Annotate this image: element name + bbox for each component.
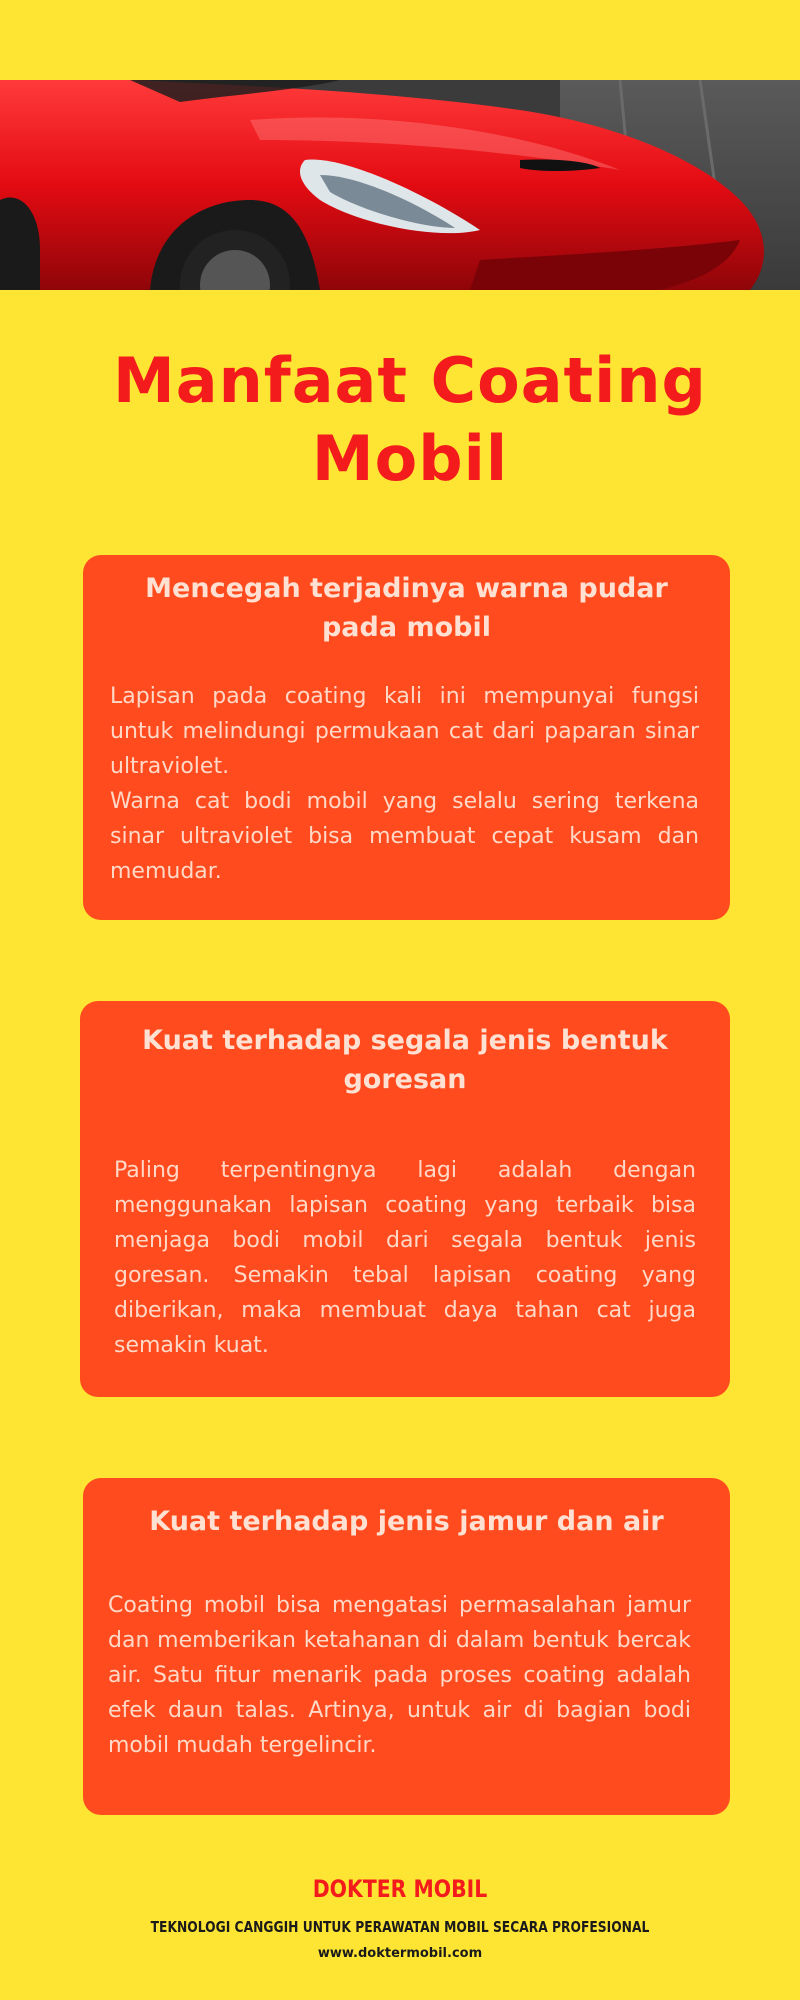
benefit-heading: Kuat terhadap segala jenis bentuk goresan	[142, 1025, 668, 1095]
benefit-heading: Kuat terhadap jenis jamur dan air	[149, 1506, 664, 1537]
hero-car-image	[0, 80, 800, 290]
benefit-body-paragraph: Warna cat bodi mobil yang selalu sering terkena sinar ultraviolet bisa membuat cepat kusam dan memudar.	[110, 789, 699, 884]
brand-tagline: TEKNOLOGI CANGGIH UNTUK PERAWATAN MOBIL SECARA PROFESIONAL	[150, 1918, 650, 1936]
page-title: Manfaat Coating Mobil	[113, 344, 707, 495]
red-sports-car-illustration	[0, 80, 800, 290]
benefit-card-water	[83, 1478, 730, 1815]
benefit-card-scratch	[80, 1001, 730, 1397]
benefit-body: Coating mobil bisa mengatasi permasalahan jamur dan memberikan ketahanan di dalam bentuk bercak air. Satu fitur menarik pada proses coating adalah efek daun talas. Artinya, untuk air di bagian bodi mobil mudah tergelincir.	[108, 1593, 691, 1758]
website-link[interactable]: www.doktermobil.com	[317, 1946, 483, 1961]
benefit-body: Paling terpentingnya lagi adalah dengan menggunakan lapisan coating yang terbaik bisa menjaga bodi mobil dari segala bentuk jenis goresan. Semakin tebal lapisan coating yang diberikan, maka membuat daya tahan cat juga semakin kuat.	[114, 1158, 696, 1358]
benefit-heading: Mencegah terjadinya warna pudar pada mobil	[145, 573, 668, 643]
benefit-body	[110, 679, 699, 889]
benefit-body-paragraph: Lapisan pada coating kali ini mempunyai fungsi untuk melindungi permukaan cat dari paparan sinar ultraviolet.	[110, 684, 699, 779]
benefit-card-fading	[83, 555, 730, 920]
brand-name: DOKTER MOBIL	[312, 1875, 488, 1903]
